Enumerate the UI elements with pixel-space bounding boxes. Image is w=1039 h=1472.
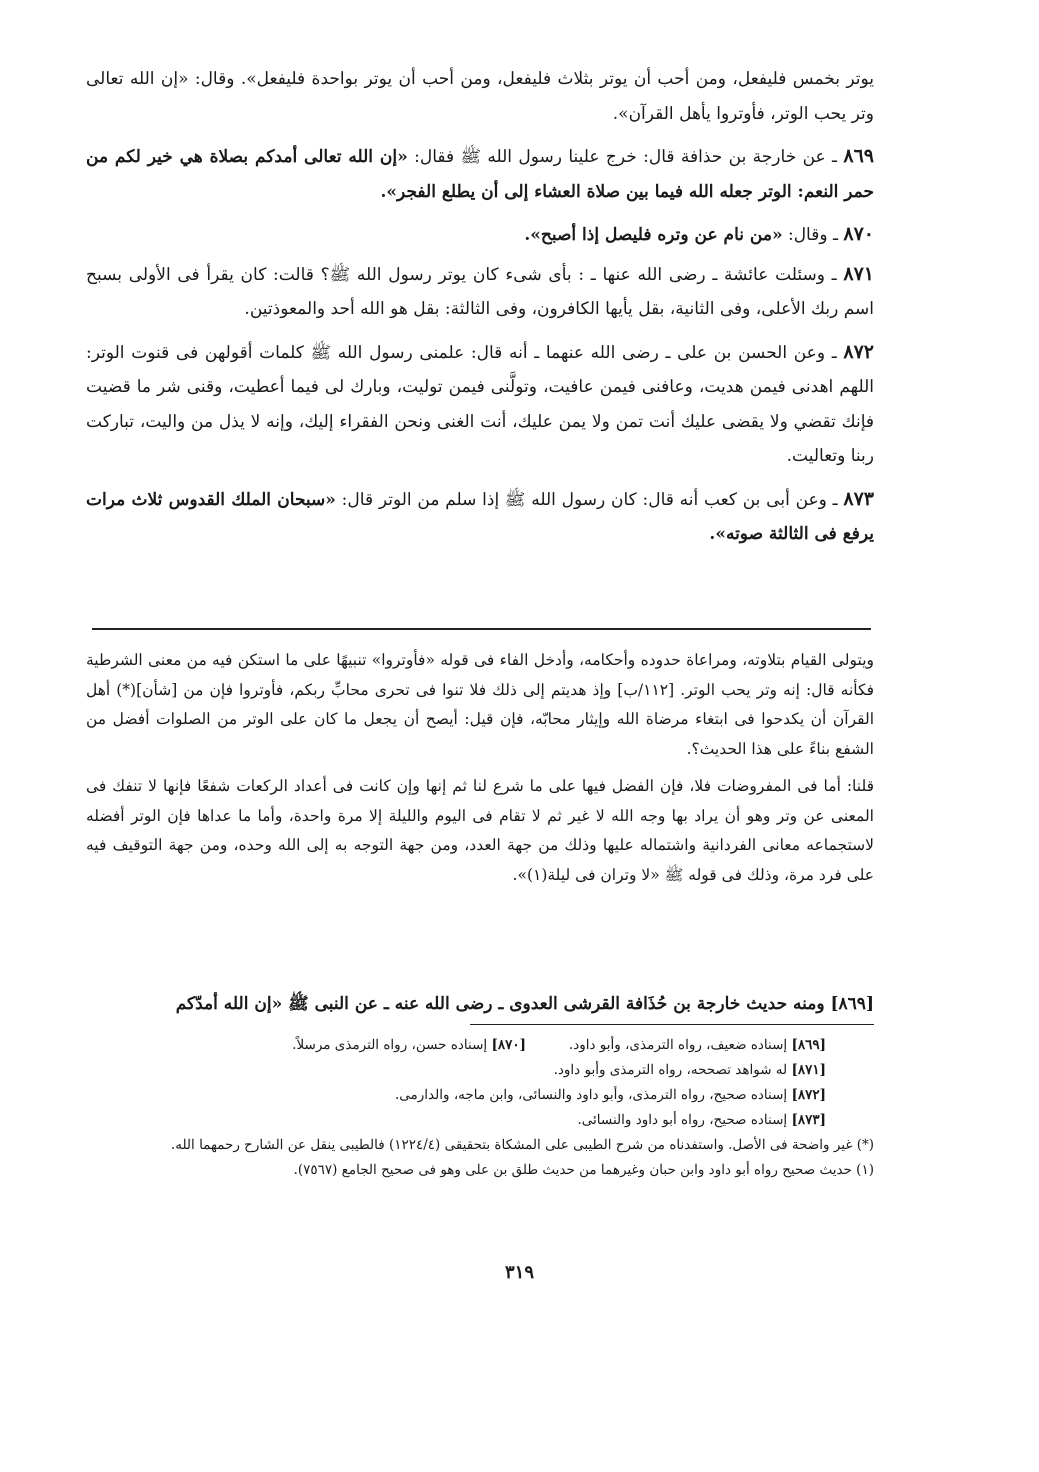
hadith-872: [86, 335, 874, 474]
footnote-ref: [٨٧٣]: [791, 1112, 826, 1128]
footnote-ref: [٨٦٩]: [791, 1037, 826, 1053]
footnote: [86, 1108, 874, 1133]
commentary-heading: [٨٦٩] ومنه حديث خارجة بن حُذَافة القرشى العدوى ـ رضى الله عنه ـ عن النبى ﷺ «إن الله أمدّكم: [175, 994, 874, 1014]
hadith-intro: ـ عن خارجة بن حذافة قال: خرج علينا رسول الله ﷺ فقال:: [407, 147, 844, 167]
hadith-body: ـ وعن الحسن بن على ـ رضى الله عنهما ـ أنه قال: علمنى رسول الله ﷺ كلمات أقولهن فى قنوت الوتر: اللهم اهدنى فيمن هديت، وعافنى فيمن عافيت، وتولَّنى فيمن توليت، وبارك لى فيما أعطيت، وقنى شر ما قضيت فإنك تقضي ولا يقضى عليك أنت تمن ولا يمن عليك، أنت الغنى ونحن الفقراء إليك، وإنه لا يذل من واليت، تباركت ربنا وتعاليت.: [86, 342, 874, 466]
footnote-1: (١) حديث صحيح رواه أبو داود وابن حبان وغيرهما من حديث طلق بن على وهو فى صحيح الجامع (٧٥٦٧).: [293, 1162, 874, 1178]
commentary-paragraph: قلنا: أما فى المفروضات فلا، فإن الفضل فيها على ما شرع لنا ثم إنها وإن كانت فى أعداد الركعات شفعًا فإنها لا تنفك فى المعنى عن وتر وهو أن يراد بها وجه الله لا غير ثم لا تقام فى اليوم والليلة إلا مرة واحدة، وأما ما عداها فإن الوتر أفضله لاستجماعه معانى الفردانية واشتماله عليها وذلك من جهة العدد، ومن جهة التوجه به إلى الله وحده، ومن جهة التوقيف فيه على فرد مرة، وذلك فى قوله ﷺ «لا وتران فى ليلة(١)».: [86, 777, 874, 884]
footnote-row: [86, 1033, 874, 1058]
hadith-870: [86, 217, 874, 253]
footnote-ref: [٨٧٢]: [791, 1087, 826, 1103]
footnote-text: إسناده حسن، رواه الترمذى مرسلاً.: [292, 1037, 492, 1053]
page-number: ٣١٩: [504, 1262, 534, 1283]
footnote-star: (*) غير واضحة فى الأصل. واستفدناه من شرح الطيبى على المشكاة بتحقيقى (١٢٢٤/٤) فالطيبى ينقل عن الشارح رحمهما الله.: [170, 1137, 874, 1153]
footnote-text: له شواهد تصححه، رواه الترمذى وأبو داود.: [553, 1062, 792, 1078]
commentary-paragraph: ويتولى القيام بتلاوته، ومراعاة حدوده وأحكامه، وأدخل الفاء فى قوله «فأوتروا» تنبيهًا على ما استكن فيه من معنى الشرطية فكأنه قال: إنه وتر يحب الوتر. [١١٢/ب] وإذ هديتم إلى ذلك فلا تنوا فى تحرى محابِّ ربكم، فأوتروا فإن من [شأن](*) أهل القرآن أن يكدحوا فى ابتغاء مرضاة الله وإيثار محابّه، فإن قيل: أيصح أن يجعل ما كان على الوتر من الصلوات أفضل من الشفع بناءً على هذا الحديث؟.: [86, 651, 874, 758]
hadith-body: ـ وسئلت عائشة ـ رضى الله عنها ـ : بأى شىء كان يوتر رسول الله ﷺ؟ قالت: كان يقرأ فى الأولى بسبح اسم ربك الأعلى، وفى الثانية، بقل يأيها الكافرون، وفى الثالثة: بقل هو الله أحد والمعوذتين.: [86, 264, 874, 319]
hadith-number: ٨٧٠: [843, 223, 874, 245]
footnote-text: إسناده صحيح، رواه الترمذى، وأبو داود والنسائى، وابن ماجه، والدارمى.: [395, 1087, 792, 1103]
footnote-ref: [٨٧١]: [791, 1062, 826, 1078]
hadith-873: [86, 482, 874, 552]
hadith-quote: «من نام عن وتره فليصل إذا أصبح».: [524, 225, 783, 245]
section-divider: [92, 628, 871, 630]
hadith-number: ٨٧٢: [843, 340, 874, 363]
hadith-intro: ـ وعن أبى بن كعب أنه قال: كان رسول الله ﷺ إذا سلم من الوتر قال:: [335, 489, 844, 510]
footnote: [86, 1083, 874, 1108]
footnote: [86, 1058, 874, 1083]
hadith-869: [86, 139, 874, 209]
paragraph-continuation: يوتر بخمس فليفعل، ومن أحب أن يوتر بثلاث فليفعل، ومن أحب أن يوتر بواحدة فليفعل». وقال: «إن الله تعالى وتر يحب الوتر، فأوتروا يأهل القرآن».: [86, 69, 874, 124]
hadith-intro: ـ وقال:: [782, 225, 844, 245]
footnote-text: إسناده صحيح، رواه أبو داود والنسائى.: [577, 1112, 792, 1128]
footnote-text: إسناده ضعيف، رواه الترمذى، وأبو داود.: [568, 1037, 792, 1053]
main-text: [86, 62, 874, 552]
hadith-number: ٨٧٣: [843, 487, 874, 510]
hadith-quote: «إن الله تعالى أمدكم بصلاة هي خير لكم من حمر النعم: الوتر جعله الله فيما بين صلاة العشاء إلى أن يطلع الفجر».: [86, 147, 874, 202]
hadith-number: ٨٦٩: [843, 145, 874, 167]
hadith-number: ٨٧١: [843, 262, 874, 285]
footnotes: [86, 1033, 874, 1183]
hadith-871: [86, 257, 874, 327]
footnote: [292, 1033, 526, 1058]
hadith-quote: «سبحان الملك القدوس ثلاث مرات يرفع فى الثالثة صوته».: [86, 489, 874, 544]
footnote-divider: [470, 1024, 874, 1025]
footnote-ref: [٨٧٠]: [491, 1037, 526, 1053]
footnote: [526, 1033, 826, 1058]
commentary-section: [86, 646, 874, 890]
